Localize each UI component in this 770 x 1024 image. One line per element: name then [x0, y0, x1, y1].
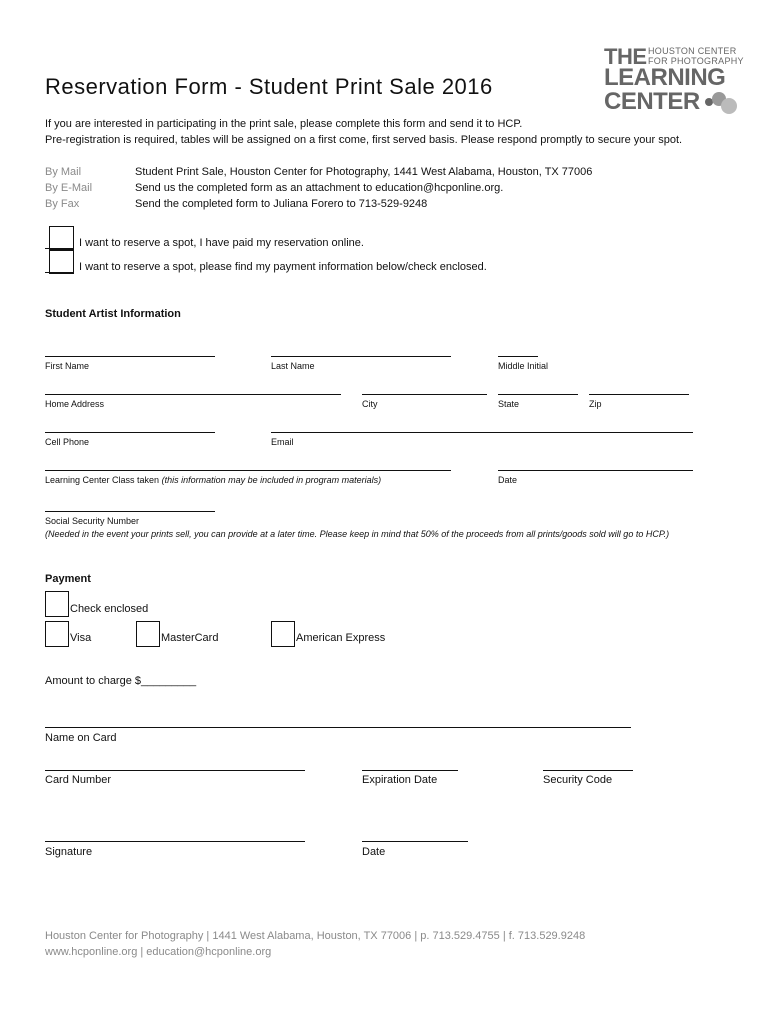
method-email-label: By E-Mail: [45, 182, 93, 194]
logo-center: CENTER: [604, 88, 700, 115]
payment-heading: Payment: [45, 573, 91, 585]
expiration-date-field[interactable]: [362, 770, 458, 771]
reserve-check-enclosed-checkbox[interactable]: [49, 250, 74, 274]
method-mail-label: By Mail: [45, 166, 82, 178]
reserve-paid-online-underline: [45, 248, 73, 249]
page-title: Reservation Form - Student Print Sale 2016: [45, 74, 493, 99]
ssn-field[interactable]: [45, 511, 215, 512]
amex-checkbox[interactable]: [271, 621, 295, 647]
footer-address: Houston Center for Photography | 1441 West Alabama, Houston, TX 77006 | p. 713.529.4755 | f. 713.529.9248: [45, 930, 586, 942]
amex-label: American Express: [296, 632, 386, 644]
reserve-paid-online-label: I want to reserve a spot, I have paid my reservation online.: [79, 237, 364, 249]
method-fax-label: By Fax: [45, 198, 80, 210]
expiration-date-label: Expiration Date: [362, 774, 438, 786]
intro-line-1: If you are interested in participating in the print sale, please complete this form and send it to HCP.: [45, 118, 523, 130]
first-name-field[interactable]: [45, 356, 215, 357]
logo-subtitle: [648, 46, 744, 66]
middle-initial-label: Middle Initial: [498, 361, 549, 371]
method-fax-text: Send the completed form to Juliana Forero to 713-529-9248: [135, 198, 428, 210]
ssn-note: (Needed in the event your prints sell, you can provide at a later time. Please keep in mind that 50% of the proceeds from all prints/goods sold will go to HCP.): [45, 529, 670, 539]
method-mail-text: Student Print Sale, Houston Center for Photography, 1441 West Alabama, Houston, TX 77006: [135, 166, 593, 178]
learning-center-logo: [604, 44, 744, 118]
check-enclosed-label: Check enclosed: [70, 603, 149, 615]
visa-checkbox[interactable]: [45, 621, 69, 647]
reserve-check-enclosed-label: I want to reserve a spot, please find my payment information below/check enclosed.: [79, 261, 487, 273]
class-date-label: Date: [498, 475, 518, 485]
visa-label: Visa: [70, 632, 92, 644]
home-address-label: Home Address: [45, 399, 105, 409]
mastercard-label: MasterCard: [161, 632, 219, 644]
name-on-card-field[interactable]: [45, 727, 631, 728]
logo-subtitle-a: HOUSTON CENTER: [648, 46, 737, 56]
student-info-heading: Student Artist Information: [45, 308, 181, 320]
reserve-paid-online-checkbox[interactable]: [49, 226, 74, 250]
class-date-field[interactable]: [498, 470, 693, 471]
logo-subtitle-b: FOR PHOTOGRAPHY: [648, 56, 744, 66]
class-taken-label-text: Learning Center Class taken: [45, 475, 162, 485]
mastercard-checkbox[interactable]: [136, 621, 160, 647]
class-taken-label: [45, 475, 381, 485]
method-email-text: Send us the completed form as an attachment to education@hcponline.org.: [135, 182, 504, 194]
signature-date-field[interactable]: [362, 841, 468, 842]
city-label: City: [362, 399, 378, 409]
intro-line-2: Pre-registration is required, tables will be assigned on a first come, first served basis. Please respond promptly to secure your spot.: [45, 134, 683, 146]
check-enclosed-checkbox[interactable]: [45, 591, 69, 617]
security-code-field[interactable]: [543, 770, 633, 771]
middle-initial-field[interactable]: [498, 356, 538, 357]
last-name-label: Last Name: [271, 361, 315, 371]
last-name-field[interactable]: [271, 356, 451, 357]
signature-date-label: Date: [362, 846, 386, 858]
email-label: Email: [271, 437, 294, 447]
card-number-field[interactable]: [45, 770, 305, 771]
ssn-label: Social Security Number: [45, 516, 140, 526]
city-field[interactable]: [362, 394, 487, 395]
class-taken-note: (this information may be included in program materials): [161, 475, 382, 485]
zip-field[interactable]: [589, 394, 689, 395]
name-on-card-label: Name on Card: [45, 732, 117, 744]
signature-label: Signature: [45, 846, 93, 858]
email-field[interactable]: [271, 432, 693, 433]
logo-learning: LEARNING: [604, 64, 726, 91]
class-taken-field[interactable]: [45, 470, 451, 471]
home-address-field[interactable]: [45, 394, 341, 395]
security-code-label: Security Code: [543, 774, 613, 786]
amount-to-charge[interactable]: Amount to charge $_________: [45, 675, 197, 687]
footer-links: www.hcponline.org | education@hcponline.org: [45, 946, 272, 958]
zip-label: Zip: [589, 399, 602, 409]
cell-phone-label: Cell Phone: [45, 437, 90, 447]
logo-dot-large: [721, 98, 737, 114]
card-number-label: Card Number: [45, 774, 112, 786]
state-field[interactable]: [498, 394, 578, 395]
state-label: State: [498, 399, 520, 409]
logo-the: THE: [604, 44, 647, 69]
cell-phone-field[interactable]: [45, 432, 215, 433]
first-name-label: First Name: [45, 361, 90, 371]
signature-field[interactable]: [45, 841, 305, 842]
reserve-check-enclosed-underline: [45, 272, 73, 273]
